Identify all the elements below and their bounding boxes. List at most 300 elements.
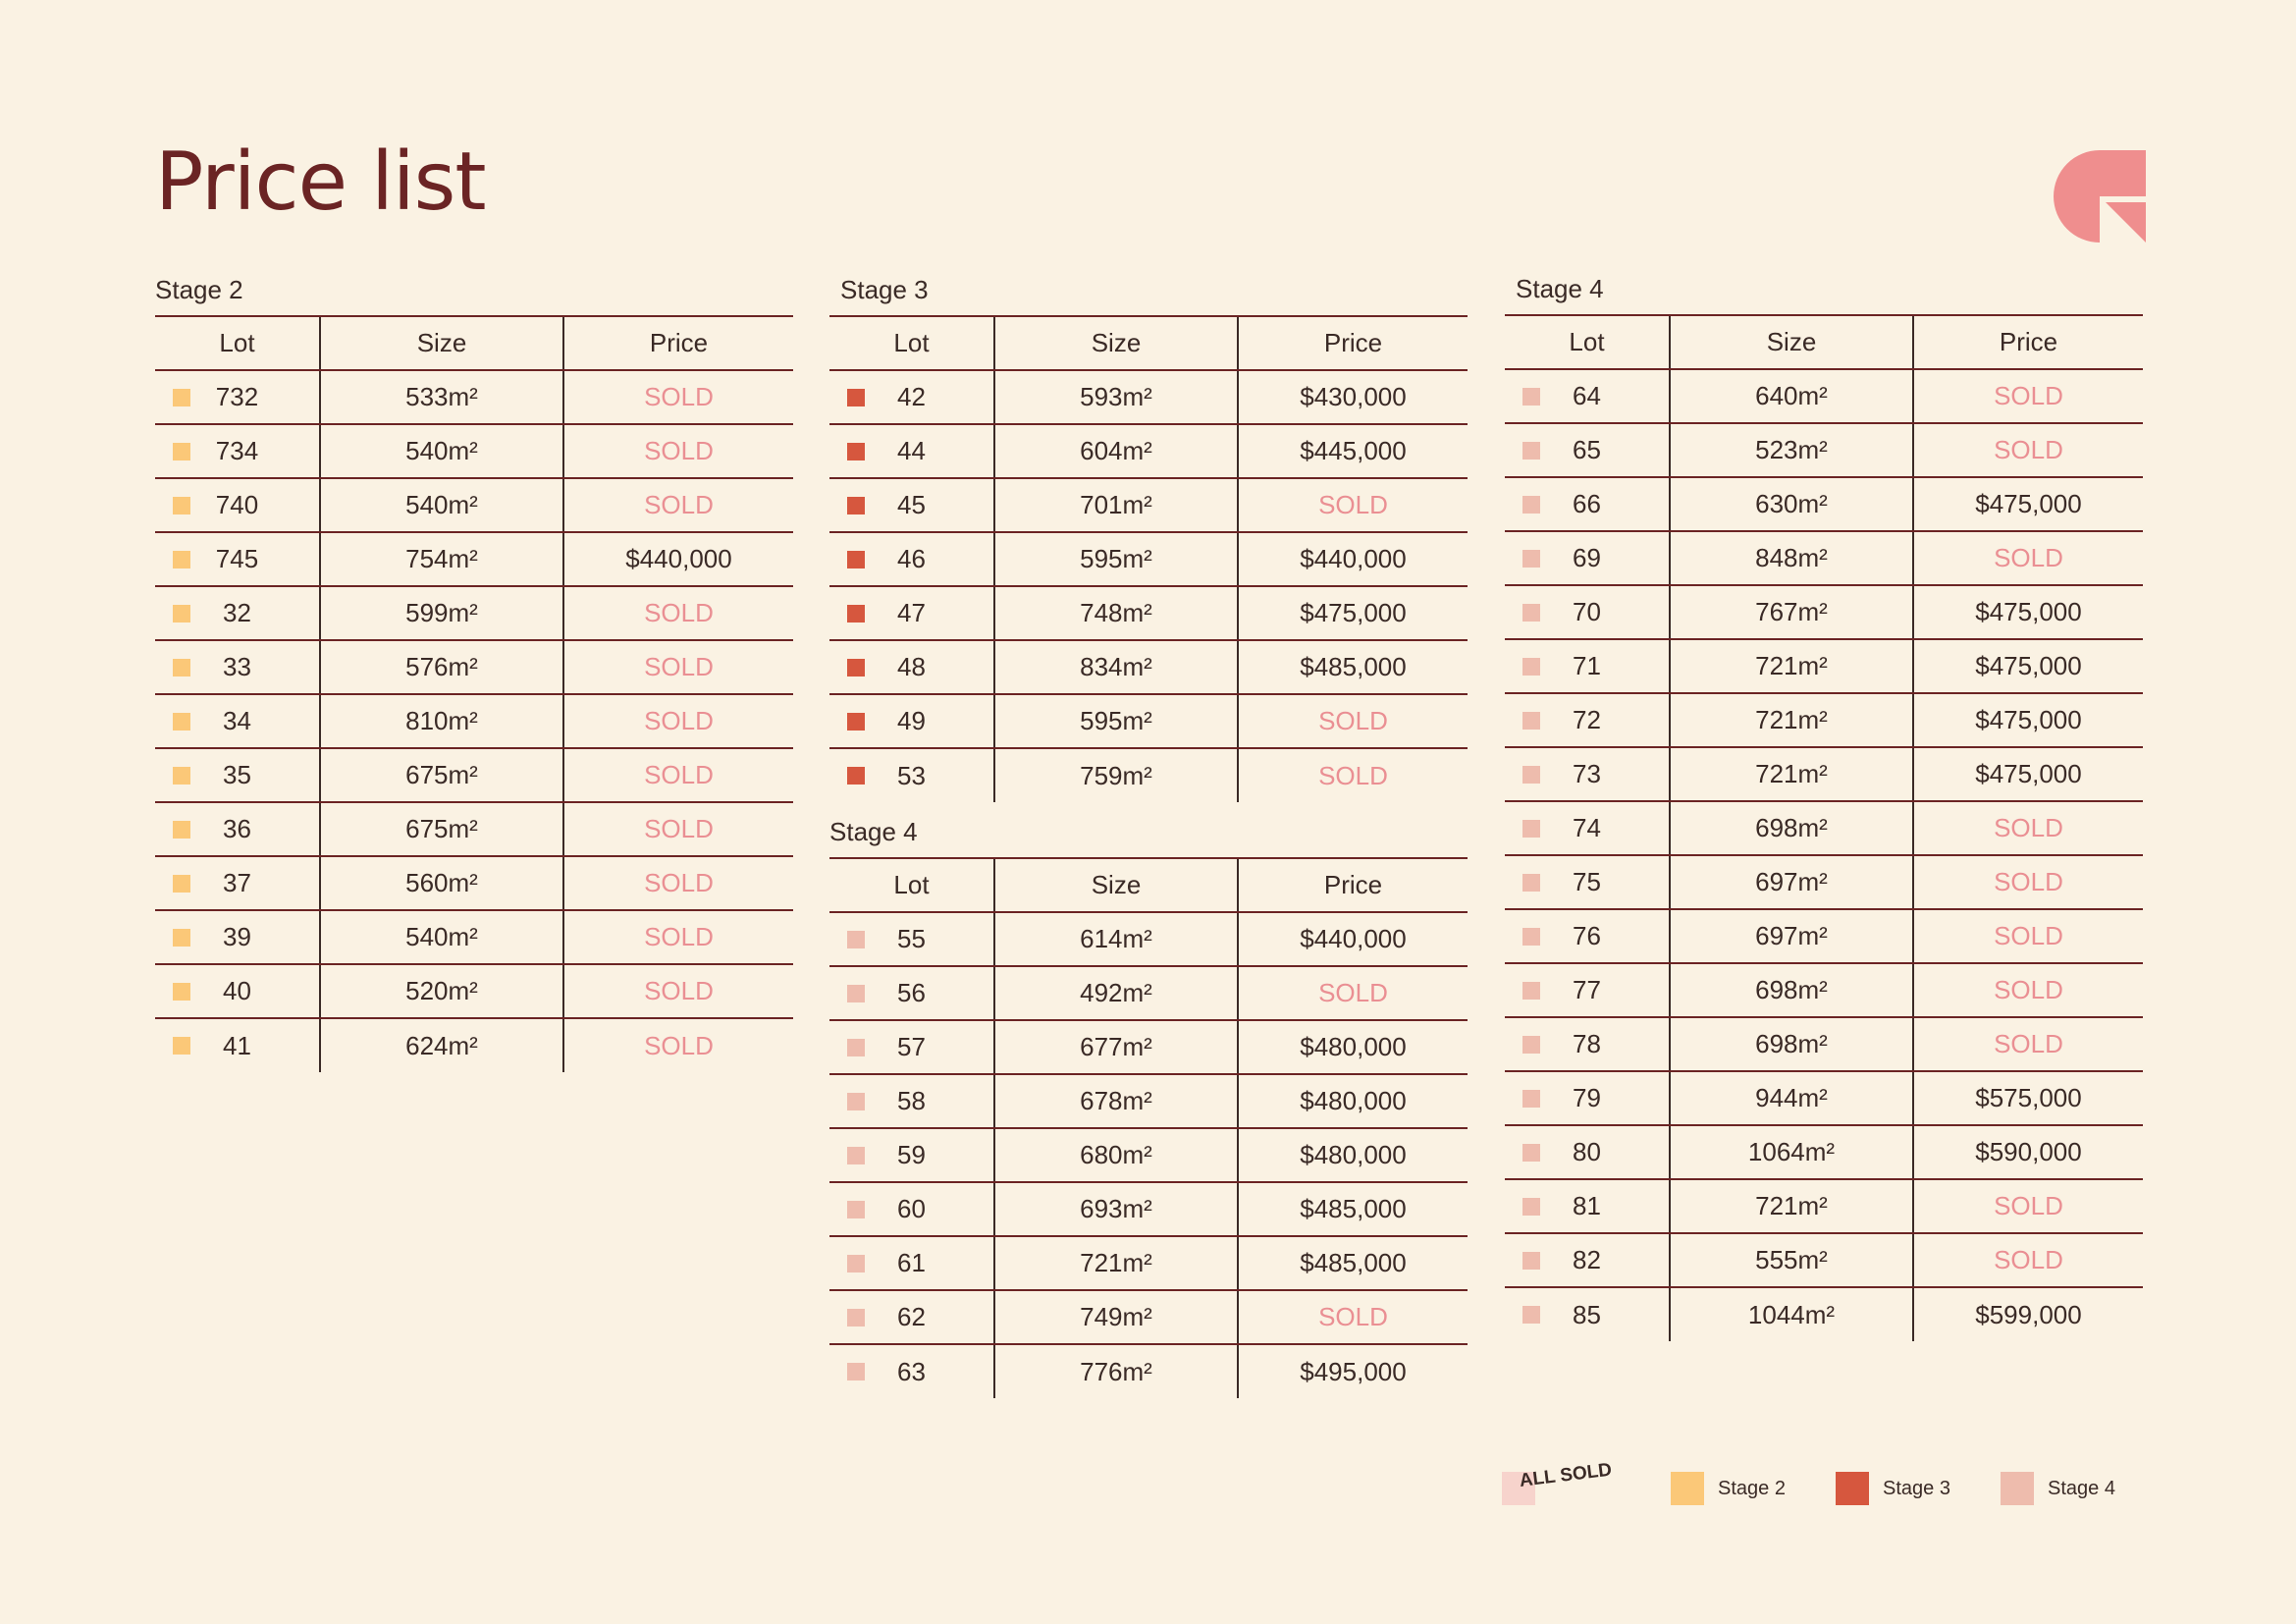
table-row bbox=[1505, 477, 2143, 531]
lot-number: 74 bbox=[1573, 813, 1601, 842]
stage-swatch bbox=[847, 985, 865, 1002]
header-row bbox=[1505, 315, 2143, 369]
lot-cell bbox=[1505, 1287, 1670, 1341]
size-cell: 1044m² bbox=[1670, 1287, 1913, 1341]
stage-swatch bbox=[847, 1363, 865, 1380]
lot-cell bbox=[155, 910, 320, 964]
lot-cell bbox=[1505, 1179, 1670, 1233]
price-cell: SOLD bbox=[1238, 966, 1468, 1020]
table-row bbox=[1505, 531, 2143, 585]
size-cell: 540m² bbox=[320, 910, 563, 964]
legend-stage-4 bbox=[2001, 1469, 2115, 1508]
table-row bbox=[829, 1074, 1468, 1128]
lot-cell bbox=[1505, 747, 1670, 801]
lot-cell bbox=[829, 748, 994, 802]
table-row bbox=[829, 532, 1468, 586]
lot-cell bbox=[829, 532, 994, 586]
legend bbox=[1502, 1459, 2130, 1508]
price-cell: SOLD bbox=[1913, 369, 2143, 423]
lot-cell bbox=[829, 1020, 994, 1074]
lot-number: 56 bbox=[897, 978, 926, 1007]
price-cell: SOLD bbox=[1913, 1017, 2143, 1071]
lot-number: 81 bbox=[1573, 1191, 1601, 1220]
table-row bbox=[829, 370, 1468, 424]
size-cell: 560m² bbox=[320, 856, 563, 910]
size-cell: 721m² bbox=[1670, 1179, 1913, 1233]
stage-swatch bbox=[847, 1309, 865, 1326]
lot-number: 41 bbox=[223, 1030, 251, 1060]
lot-header: Lot bbox=[829, 858, 994, 912]
lot-number: 44 bbox=[897, 436, 926, 465]
lot-number: 66 bbox=[1573, 489, 1601, 518]
lot-cell bbox=[829, 966, 994, 1020]
size-header: Size bbox=[1670, 315, 1913, 369]
legend-stage-3 bbox=[1836, 1469, 1950, 1508]
lot-number: 732 bbox=[215, 382, 259, 411]
stage-2-label: Stage 2 bbox=[155, 275, 243, 304]
lot-number: 46 bbox=[897, 544, 926, 573]
table-row bbox=[155, 694, 793, 748]
table-row bbox=[155, 964, 793, 1018]
lot-cell bbox=[1505, 801, 1670, 855]
lot-number: 34 bbox=[223, 706, 251, 735]
size-cell: 523m² bbox=[1670, 423, 1913, 477]
stage-swatch bbox=[173, 1037, 190, 1055]
size-cell: 698m² bbox=[1670, 801, 1913, 855]
stage-swatch bbox=[1522, 982, 1540, 1000]
lot-number: 62 bbox=[897, 1302, 926, 1331]
price-header: Price bbox=[1238, 858, 1468, 912]
lot-cell bbox=[155, 370, 320, 424]
stage-swatch bbox=[847, 713, 865, 731]
lot-number: 48 bbox=[897, 652, 926, 681]
table-row bbox=[155, 910, 793, 964]
table-row bbox=[829, 424, 1468, 478]
price-cell: SOLD bbox=[1913, 855, 2143, 909]
table-row bbox=[829, 912, 1468, 966]
stage-swatch bbox=[173, 929, 190, 947]
lot-cell bbox=[1505, 639, 1670, 693]
stage-swatch bbox=[1522, 550, 1540, 568]
lot-cell bbox=[155, 640, 320, 694]
stage-swatch bbox=[173, 983, 190, 1001]
price-cell: $475,000 bbox=[1238, 586, 1468, 640]
size-cell: 533m² bbox=[320, 370, 563, 424]
stage-2-table bbox=[155, 315, 793, 1072]
table-row bbox=[1505, 801, 2143, 855]
lot-cell bbox=[829, 912, 994, 966]
price-cell: $575,000 bbox=[1913, 1071, 2143, 1125]
price-cell: $480,000 bbox=[1238, 1128, 1468, 1182]
size-cell: 698m² bbox=[1670, 1017, 1913, 1071]
lot-number: 80 bbox=[1573, 1137, 1601, 1166]
lot-number: 58 bbox=[897, 1086, 926, 1115]
price-cell: SOLD bbox=[1913, 531, 2143, 585]
table-row bbox=[155, 748, 793, 802]
table-row bbox=[829, 586, 1468, 640]
size-cell: 604m² bbox=[994, 424, 1238, 478]
header-row bbox=[155, 316, 793, 370]
stage-swatch bbox=[1522, 1144, 1540, 1162]
lot-cell bbox=[155, 694, 320, 748]
lot-number: 82 bbox=[1573, 1245, 1601, 1274]
table-row bbox=[1505, 1125, 2143, 1179]
lot-number: 55 bbox=[897, 924, 926, 953]
price-cell: SOLD bbox=[1238, 748, 1468, 802]
price-cell: SOLD bbox=[563, 748, 793, 802]
size-cell: 749m² bbox=[994, 1290, 1238, 1344]
lot-cell bbox=[829, 586, 994, 640]
table-row bbox=[829, 748, 1468, 802]
stage-3-label: Stage 3 bbox=[840, 275, 929, 304]
stage-swatch bbox=[1522, 1036, 1540, 1054]
size-cell: 630m² bbox=[1670, 477, 1913, 531]
lot-cell bbox=[1505, 1125, 1670, 1179]
stage-swatch bbox=[1522, 388, 1540, 406]
lot-number: 61 bbox=[897, 1248, 926, 1277]
price-cell: $430,000 bbox=[1238, 370, 1468, 424]
price-cell: SOLD bbox=[563, 802, 793, 856]
table-row bbox=[155, 424, 793, 478]
lot-cell bbox=[829, 1182, 994, 1236]
price-cell: SOLD bbox=[563, 370, 793, 424]
lot-number: 36 bbox=[223, 814, 251, 843]
price-cell: SOLD bbox=[563, 1018, 793, 1072]
table-row bbox=[155, 640, 793, 694]
stage-swatch bbox=[847, 551, 865, 568]
lot-cell bbox=[829, 694, 994, 748]
stage-swatch bbox=[173, 875, 190, 893]
lot-header: Lot bbox=[829, 316, 994, 370]
table-row bbox=[1505, 909, 2143, 963]
stage-swatch bbox=[173, 389, 190, 406]
lot-cell bbox=[829, 640, 994, 694]
lot-number: 39 bbox=[223, 922, 251, 951]
price-cell: $485,000 bbox=[1238, 640, 1468, 694]
stage-swatch bbox=[1522, 658, 1540, 676]
legend-stage-3-label: Stage 3 bbox=[1883, 1477, 1950, 1499]
lot-number: 70 bbox=[1573, 597, 1601, 626]
stage-2-swatch bbox=[1671, 1472, 1704, 1505]
stage-swatch bbox=[847, 497, 865, 514]
stage-swatch bbox=[847, 1255, 865, 1272]
table-row bbox=[155, 856, 793, 910]
lot-cell bbox=[155, 856, 320, 910]
table-row bbox=[1505, 1071, 2143, 1125]
price-cell: SOLD bbox=[1913, 423, 2143, 477]
table-row bbox=[829, 694, 1468, 748]
table-row bbox=[829, 478, 1468, 532]
page-title: Price list bbox=[155, 135, 486, 229]
brand-logo bbox=[2054, 150, 2146, 243]
price-cell: SOLD bbox=[1913, 1179, 2143, 1233]
size-cell: 834m² bbox=[994, 640, 1238, 694]
stage-swatch bbox=[1522, 1090, 1540, 1108]
price-cell: SOLD bbox=[563, 964, 793, 1018]
lot-number: 49 bbox=[897, 706, 926, 735]
stage-3-table bbox=[829, 315, 1468, 802]
lot-cell bbox=[1505, 1233, 1670, 1287]
legend-stage-2 bbox=[1671, 1469, 1786, 1508]
table-row bbox=[155, 478, 793, 532]
lot-cell bbox=[1505, 693, 1670, 747]
lot-cell bbox=[829, 1236, 994, 1290]
size-cell: 677m² bbox=[994, 1020, 1238, 1074]
price-cell: $480,000 bbox=[1238, 1020, 1468, 1074]
stage-swatch bbox=[173, 497, 190, 514]
price-header: Price bbox=[1913, 315, 2143, 369]
table-row bbox=[1505, 855, 2143, 909]
size-cell: 675m² bbox=[320, 802, 563, 856]
stage-swatch bbox=[173, 605, 190, 623]
lot-number: 740 bbox=[215, 490, 259, 519]
stage-swatch bbox=[847, 1093, 865, 1110]
price-cell: SOLD bbox=[563, 856, 793, 910]
table-row bbox=[829, 1236, 1468, 1290]
size-cell: 593m² bbox=[994, 370, 1238, 424]
size-cell: 944m² bbox=[1670, 1071, 1913, 1125]
lot-number: 65 bbox=[1573, 435, 1601, 464]
lot-cell bbox=[829, 1344, 994, 1398]
legend-stage-4-label: Stage 4 bbox=[2048, 1477, 2115, 1499]
price-cell: $440,000 bbox=[1238, 532, 1468, 586]
size-cell: 848m² bbox=[1670, 531, 1913, 585]
table-row bbox=[155, 370, 793, 424]
stage-swatch bbox=[1522, 766, 1540, 784]
size-cell: 697m² bbox=[1670, 909, 1913, 963]
table-row bbox=[1505, 369, 2143, 423]
price-cell: $475,000 bbox=[1913, 747, 2143, 801]
size-cell: 555m² bbox=[1670, 1233, 1913, 1287]
stage-swatch bbox=[1522, 712, 1540, 730]
price-cell: SOLD bbox=[1913, 963, 2143, 1017]
lot-number: 47 bbox=[897, 598, 926, 627]
lot-number: 57 bbox=[897, 1032, 926, 1061]
size-cell: 697m² bbox=[1670, 855, 1913, 909]
size-cell: 595m² bbox=[994, 694, 1238, 748]
lot-cell bbox=[829, 1074, 994, 1128]
table-row bbox=[155, 1018, 793, 1072]
table-row bbox=[1505, 585, 2143, 639]
size-cell: 754m² bbox=[320, 532, 563, 586]
size-cell: 520m² bbox=[320, 964, 563, 1018]
stage-swatch bbox=[847, 1039, 865, 1056]
size-cell: 540m² bbox=[320, 424, 563, 478]
stage-swatch bbox=[847, 931, 865, 948]
size-header: Size bbox=[994, 858, 1238, 912]
stage-swatch bbox=[1522, 1198, 1540, 1216]
size-cell: 693m² bbox=[994, 1182, 1238, 1236]
lot-cell bbox=[829, 424, 994, 478]
table-row bbox=[1505, 747, 2143, 801]
stage-swatch bbox=[847, 1201, 865, 1218]
price-cell: SOLD bbox=[1238, 694, 1468, 748]
size-cell: 721m² bbox=[1670, 693, 1913, 747]
stage-swatch bbox=[847, 443, 865, 460]
lot-number: 59 bbox=[897, 1140, 926, 1169]
price-cell: $495,000 bbox=[1238, 1344, 1468, 1398]
lot-cell bbox=[155, 478, 320, 532]
price-header: Price bbox=[1238, 316, 1468, 370]
lot-number: 79 bbox=[1573, 1083, 1601, 1112]
size-cell: 595m² bbox=[994, 532, 1238, 586]
table-row bbox=[1505, 1017, 2143, 1071]
size-cell: 492m² bbox=[994, 966, 1238, 1020]
stage-swatch bbox=[173, 767, 190, 785]
price-cell: SOLD bbox=[563, 478, 793, 532]
lot-cell bbox=[1505, 963, 1670, 1017]
price-cell: $599,000 bbox=[1913, 1287, 2143, 1341]
table-row bbox=[1505, 423, 2143, 477]
lot-number: 71 bbox=[1573, 651, 1601, 680]
price-cell: $475,000 bbox=[1913, 477, 2143, 531]
price-cell: SOLD bbox=[563, 586, 793, 640]
size-cell: 678m² bbox=[994, 1074, 1238, 1128]
size-cell: 721m² bbox=[1670, 747, 1913, 801]
size-cell: 599m² bbox=[320, 586, 563, 640]
size-cell: 680m² bbox=[994, 1128, 1238, 1182]
price-cell: SOLD bbox=[563, 694, 793, 748]
lot-cell bbox=[155, 532, 320, 586]
lot-cell bbox=[1505, 855, 1670, 909]
size-cell: 701m² bbox=[994, 478, 1238, 532]
stage-swatch bbox=[847, 605, 865, 623]
table-row bbox=[1505, 1287, 2143, 1341]
price-cell: SOLD bbox=[1913, 1233, 2143, 1287]
table-row bbox=[829, 1290, 1468, 1344]
price-cell: $480,000 bbox=[1238, 1074, 1468, 1128]
table-row bbox=[1505, 1179, 2143, 1233]
size-cell: 540m² bbox=[320, 478, 563, 532]
lot-number: 77 bbox=[1573, 975, 1601, 1004]
header-row bbox=[829, 858, 1468, 912]
lot-cell bbox=[1505, 369, 1670, 423]
size-cell: 721m² bbox=[1670, 639, 1913, 693]
lot-number: 64 bbox=[1573, 381, 1601, 410]
table-row bbox=[1505, 693, 2143, 747]
lot-number: 33 bbox=[223, 652, 251, 681]
table-row bbox=[829, 1020, 1468, 1074]
stage-4-swatch bbox=[2001, 1472, 2034, 1505]
lot-cell bbox=[1505, 909, 1670, 963]
lot-cell bbox=[155, 1018, 320, 1072]
lot-number: 45 bbox=[897, 490, 926, 519]
size-cell: 624m² bbox=[320, 1018, 563, 1072]
price-cell: $475,000 bbox=[1913, 639, 2143, 693]
lot-cell bbox=[155, 424, 320, 478]
price-cell: SOLD bbox=[563, 640, 793, 694]
legend-stage-2-label: Stage 2 bbox=[1718, 1477, 1786, 1499]
price-header: Price bbox=[563, 316, 793, 370]
lot-cell bbox=[829, 370, 994, 424]
table-row bbox=[1505, 1233, 2143, 1287]
lot-cell bbox=[155, 586, 320, 640]
size-header: Size bbox=[994, 316, 1238, 370]
stage-swatch bbox=[847, 767, 865, 785]
price-cell: SOLD bbox=[1238, 1290, 1468, 1344]
lot-number: 85 bbox=[1573, 1299, 1601, 1329]
table-row bbox=[829, 1182, 1468, 1236]
stage-swatch bbox=[1522, 1252, 1540, 1270]
stage-swatch bbox=[847, 389, 865, 406]
size-header: Size bbox=[320, 316, 563, 370]
lot-cell bbox=[1505, 1071, 1670, 1125]
lot-number: 73 bbox=[1573, 759, 1601, 788]
lot-number: 40 bbox=[223, 976, 251, 1005]
lot-cell bbox=[829, 1128, 994, 1182]
stage-swatch bbox=[847, 659, 865, 677]
lot-number: 32 bbox=[223, 598, 251, 627]
size-cell: 721m² bbox=[994, 1236, 1238, 1290]
table-row bbox=[829, 1128, 1468, 1182]
lot-cell bbox=[1505, 1017, 1670, 1071]
price-cell: $440,000 bbox=[563, 532, 793, 586]
stage-swatch bbox=[1522, 820, 1540, 838]
stage-swatch bbox=[173, 713, 190, 731]
size-cell: 1064m² bbox=[1670, 1125, 1913, 1179]
lot-number: 42 bbox=[897, 382, 926, 411]
size-cell: 776m² bbox=[994, 1344, 1238, 1398]
lot-number: 78 bbox=[1573, 1029, 1601, 1058]
size-cell: 640m² bbox=[1670, 369, 1913, 423]
lot-cell bbox=[1505, 531, 1670, 585]
price-cell: $440,000 bbox=[1238, 912, 1468, 966]
table-row bbox=[1505, 963, 2143, 1017]
size-cell: 810m² bbox=[320, 694, 563, 748]
stage-swatch bbox=[1522, 874, 1540, 892]
table-row bbox=[155, 532, 793, 586]
lot-number: 53 bbox=[897, 760, 926, 790]
lot-cell bbox=[829, 478, 994, 532]
stage-swatch bbox=[1522, 496, 1540, 514]
lot-number: 734 bbox=[215, 436, 259, 465]
price-cell: $590,000 bbox=[1913, 1125, 2143, 1179]
header-row bbox=[829, 316, 1468, 370]
lot-number: 37 bbox=[223, 868, 251, 897]
lot-header: Lot bbox=[1505, 315, 1670, 369]
lot-cell bbox=[1505, 477, 1670, 531]
size-cell: 767m² bbox=[1670, 585, 1913, 639]
stage-swatch bbox=[847, 1147, 865, 1164]
price-cell: $475,000 bbox=[1913, 585, 2143, 639]
lot-number: 72 bbox=[1573, 705, 1601, 734]
stage-4b-table bbox=[1505, 314, 2143, 1341]
lot-cell bbox=[829, 1290, 994, 1344]
price-cell: $485,000 bbox=[1238, 1236, 1468, 1290]
stage-4a-label: Stage 4 bbox=[829, 817, 918, 846]
stage-swatch bbox=[1522, 442, 1540, 460]
size-cell: 759m² bbox=[994, 748, 1238, 802]
price-cell: $475,000 bbox=[1913, 693, 2143, 747]
price-cell: $485,000 bbox=[1238, 1182, 1468, 1236]
lot-number: 75 bbox=[1573, 867, 1601, 896]
lot-header: Lot bbox=[155, 316, 320, 370]
lot-cell bbox=[1505, 423, 1670, 477]
lot-cell bbox=[1505, 585, 1670, 639]
size-cell: 675m² bbox=[320, 748, 563, 802]
lot-cell bbox=[155, 802, 320, 856]
stage-swatch bbox=[173, 551, 190, 568]
price-cell: SOLD bbox=[1238, 478, 1468, 532]
price-cell: SOLD bbox=[1913, 801, 2143, 855]
legend-all-sold bbox=[1502, 1459, 1614, 1508]
lot-number: 35 bbox=[223, 760, 251, 789]
size-cell: 698m² bbox=[1670, 963, 1913, 1017]
size-cell: 576m² bbox=[320, 640, 563, 694]
lot-number: 76 bbox=[1573, 921, 1601, 950]
stage-swatch bbox=[173, 659, 190, 677]
table-row bbox=[829, 966, 1468, 1020]
